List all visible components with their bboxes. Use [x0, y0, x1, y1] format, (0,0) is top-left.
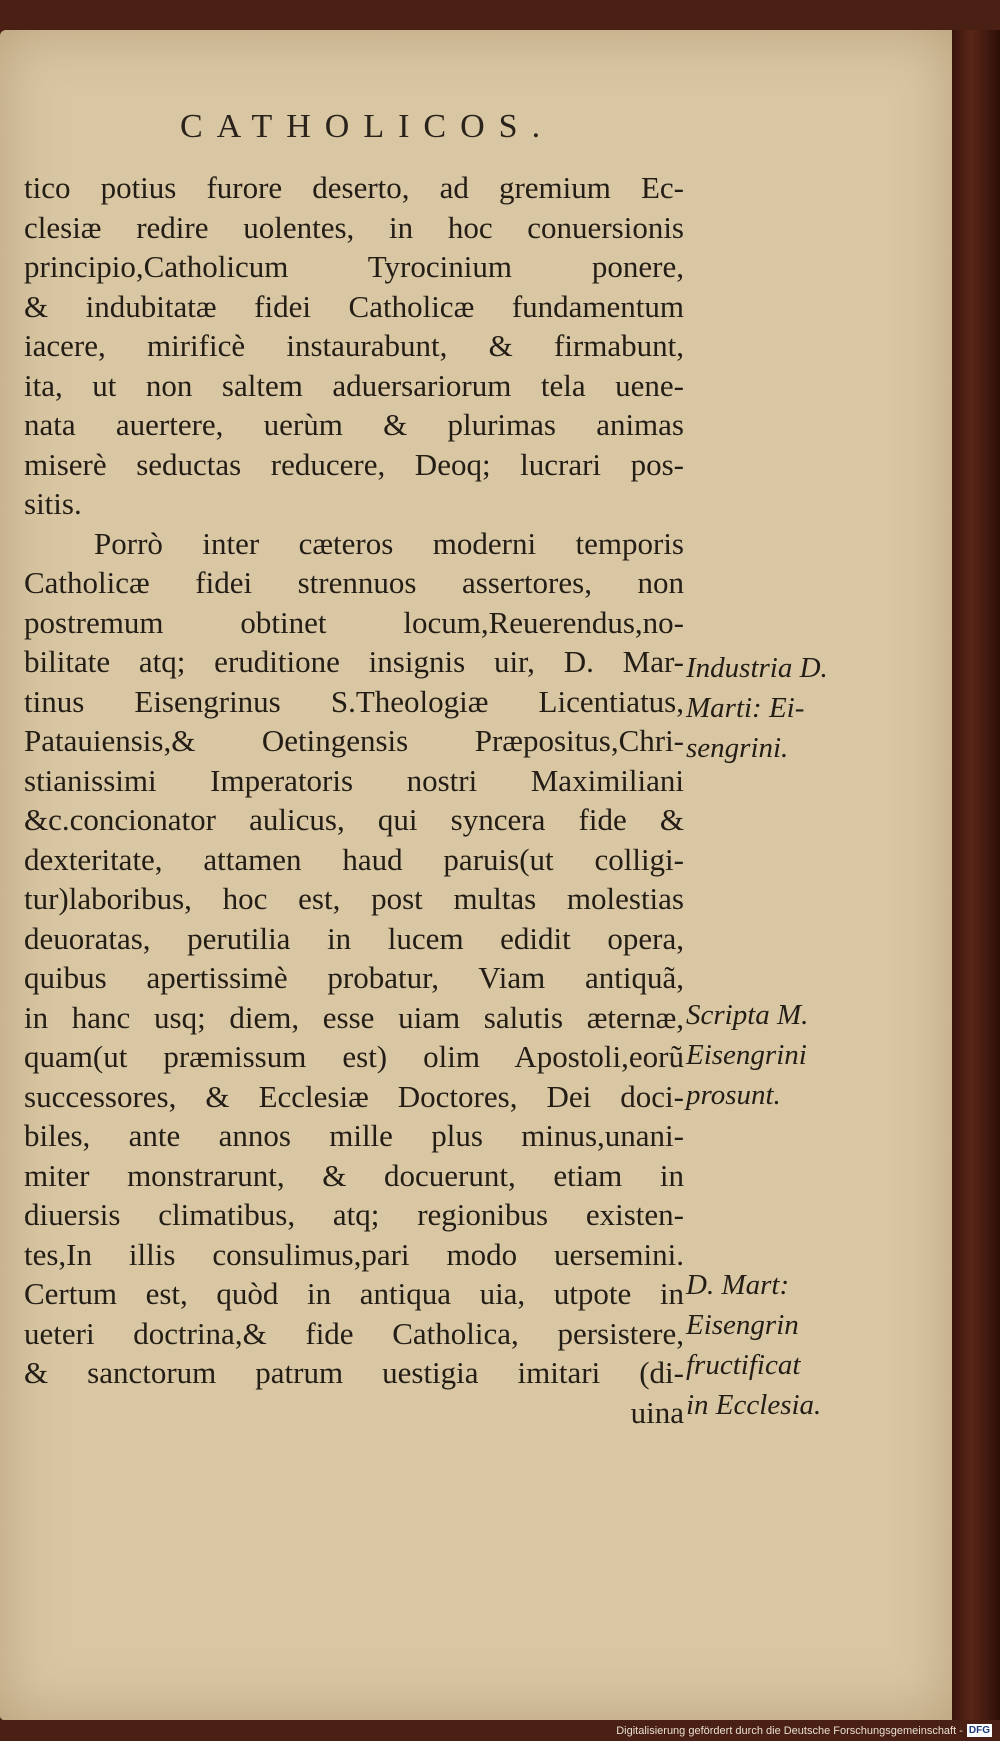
credit-text: Digitalisierung gefördert durch die Deutsche Forschungsgemeinschaft -	[616, 1724, 963, 1737]
text-line: miter monstrarunt, & docuerunt, etiam in	[24, 1157, 684, 1193]
text-line: quam(ut præmissum est) olim Apostoli,eorũ	[24, 1039, 684, 1074]
text-line: Catholicæ fidei strennuos assertores, non	[24, 565, 684, 600]
text-line: deuoratas, perutilia in lucem edidit opera,	[24, 920, 684, 956]
margin-note-line: in Ecclesia.	[686, 1389, 822, 1421]
text-line: principio,Catholicum Tyrocinium ponere,	[24, 249, 684, 284]
margin-note-line: sengrini.	[686, 732, 789, 764]
margin-note-line: fructificat	[686, 1349, 801, 1381]
text-line: Patauiensis,& Oetingensis Præpositus,Chri-	[24, 723, 684, 758]
text-line: &c.concionator aulicus, qui syncera fide &	[24, 802, 684, 837]
margin-note-line: Marti: Ei-	[686, 692, 805, 724]
text-line: bilitate atq; eruditione insignis uir, D. Mar-	[24, 644, 684, 679]
text-line: nata auertere, uerùm & plurimas animas	[24, 407, 684, 442]
margin-note-line: Scripta M.	[686, 999, 809, 1031]
text-line: quibus apertissimè probatur, Viam antiquã,	[24, 960, 684, 995]
running-head: CATHOLICOS.	[180, 108, 555, 145]
text-line: tes,In illis consulimus,pari modo uersemini.	[24, 1236, 684, 1272]
dfg-logo: DFG	[968, 1725, 990, 1736]
catchword: uina	[630, 1394, 684, 1430]
text-line: clesiæ redire uolentes, in hoc conuersionis	[24, 209, 684, 245]
text-line: tur)laboribus, hoc est, post multas molestias	[24, 881, 684, 916]
margin-note-line: prosunt.	[686, 1079, 781, 1111]
text-line: stianissimi Imperatoris nostri Maximiliani	[24, 762, 684, 798]
text-line: in hanc usq; diem, esse uiam salutis æternæ,	[24, 999, 684, 1035]
text-line: & indubitatæ fidei Catholicæ fundamentum	[24, 288, 684, 324]
text-line: sitis.	[24, 486, 82, 521]
text-line: postremum obtinet locum,Reuerendus,no-	[24, 604, 684, 640]
text-line: Certum est, quòd in antiqua uia, utpote in	[24, 1276, 684, 1311]
text-line: iacere, mirificè instaurabunt, & firmabunt,	[24, 328, 684, 363]
text-line: & sanctorum patrum uestigia imitari (di-	[24, 1355, 684, 1390]
margin-note-scripta	[686, 995, 856, 1115]
margin-note-line: D. Mart:	[686, 1269, 790, 1301]
text-line: diuersis climatibus, atq; regionibus existen-	[24, 1197, 684, 1232]
text-line: Porrò inter cæteros moderni temporis	[94, 525, 684, 561]
text-line: miserè seductas reducere, Deoq; lucrari pos-	[24, 446, 684, 482]
margin-note-industria	[686, 648, 856, 768]
text-line: biles, ante annos mille plus minus,unani-	[24, 1118, 684, 1153]
margin-note-line: Eisengrini	[686, 1039, 807, 1071]
book-edge	[952, 30, 1000, 1720]
text-line: ita, ut non saltem aduersariorum tela uene-	[24, 367, 684, 403]
digitization-credit	[616, 1724, 992, 1737]
text-line: ueteri doctrina,& fide Catholica, persistere,	[24, 1315, 684, 1351]
text-line: tinus Eisengrinus S.Theologiæ Licentiatus,	[24, 683, 684, 719]
margin-note-line: Eisengrin	[686, 1309, 799, 1341]
text-line: tico potius furore deserto, ad gremium Ec-	[24, 170, 684, 205]
text-line: dexteritate, attamen haud paruis(ut colligi-	[24, 841, 684, 877]
body-text	[24, 168, 684, 1432]
text-line: successores, & Ecclesiæ Doctores, Dei doci-	[24, 1078, 684, 1114]
margin-note-line: Industria D.	[686, 652, 828, 684]
margin-note-fructificat	[686, 1265, 856, 1425]
